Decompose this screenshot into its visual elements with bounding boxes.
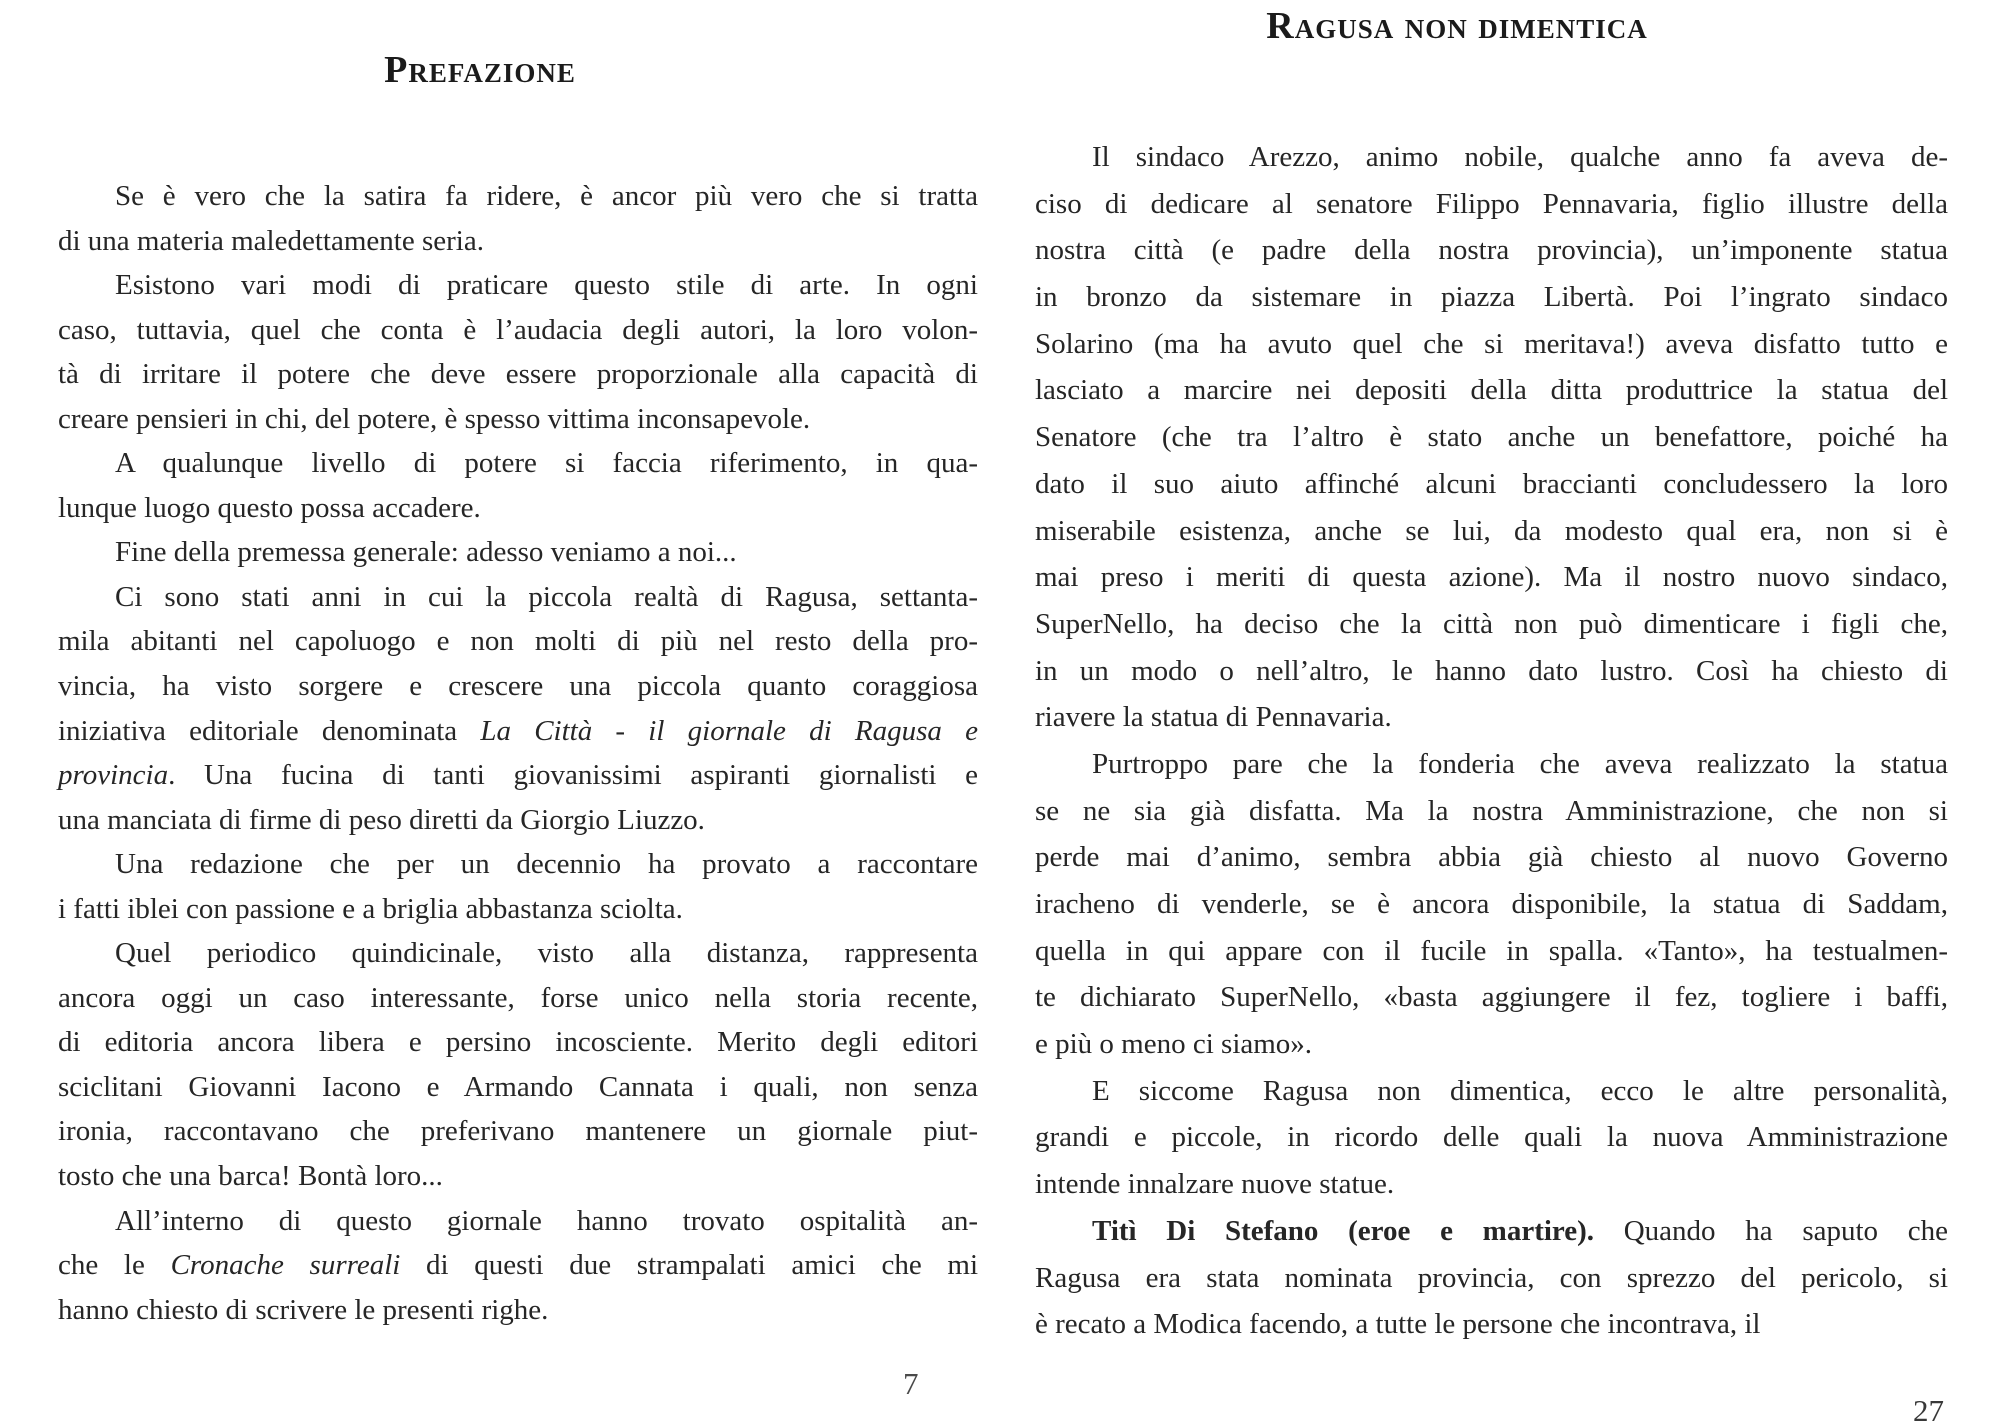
text-segment: mai preso i meriti di questa azione). Ma il nostro nuovo sindaco, [1035,561,1948,594]
right-page-body [1035,134,1948,1348]
text-line [58,575,978,620]
text-line [1035,554,1948,601]
text-segment: iracheno di venderle, se è ancora disponibile, la statua di Saddam, [1035,888,1948,920]
text-line [1035,788,1948,835]
italic-text: La Città - il giornale di Ragusa e [480,714,978,747]
text-line [58,1243,978,1288]
text-segment: Fine della premessa generale: adesso veniamo a noi... [115,536,737,569]
text-segment: ancora oggi un caso interessante, forse unico nella storia recente, [58,981,978,1014]
text-segment: Il sindaco Arezzo, animo nobile, qualche anno fa aveva de- [1092,141,1948,173]
text-segment: in bronzo da sistemare in piazza Libertà. Poi l’ingrato sindaco [1035,281,1948,314]
left-page [58,0,978,1425]
text-line [58,709,978,754]
left-page-title: Prefazione [384,49,576,91]
text-segment: ironia, raccontavano che preferivano mantenere un giornale piut- [58,1115,978,1148]
text-line [1035,274,1948,321]
text-segment: e più o meno ci siamo». [1035,1028,1313,1061]
text-line [58,664,978,709]
text-line [1035,1255,1948,1302]
text-line [58,530,978,575]
text-line [58,1154,978,1199]
bold-text: Titì Di Stefano (eroe e martire). [1092,1214,1595,1247]
text-segment: riavere la statua di Pennavaria. [1035,701,1392,734]
text-line [1035,321,1948,368]
text-line [58,842,978,887]
text-segment: lasciato a marcire nei depositi della ditta produttrice la statua del [1035,374,1948,407]
text-line [58,1199,978,1244]
text-line [1035,461,1948,508]
text-line [1035,181,1948,228]
text-line [1035,834,1948,881]
text-segment: di una materia maledettamente seria. [58,224,484,257]
text-segment: Solarino (ma ha avuto quel che si meritava!) aveva disfatto tutto e [1035,327,1948,360]
right-page [1035,0,1948,1425]
text-segment: quella in qui appare con il fucile in spalla. «Tanto», ha testualmen- [1035,934,1948,967]
text-segment: tosto che una barca! Bontà loro... [58,1160,443,1193]
text-segment: intende innalzare nuove statue. [1035,1168,1395,1201]
text-segment: mila abitanti nel capoluogo e non molti di più nel resto della pro- [58,625,978,658]
text-segment: se ne sia già disfatta. Ma la nostra Amministrazione, che non si [1035,794,1948,827]
text-segment: SuperNello, ha deciso che la città non può dimenticare i figli che, [1035,607,1948,640]
text-line [58,352,978,397]
text-line [58,976,978,1021]
text-segment: nostra città (e padre della nostra provincia), un’imponente statua [1035,234,1948,267]
text-segment: grandi e piccole, in ricordo delle quali la nuova Amministrazione [1035,1121,1948,1154]
text-line [58,1109,978,1154]
left-page-number: 7 [903,1366,919,1401]
text-segment: che le [58,1249,171,1282]
text-line [1035,1208,1948,1255]
text-line [58,1288,978,1333]
text-line [1035,974,1948,1021]
text-segment: vincia, ha visto sorgere e crescere una piccola quanto coraggiosa [58,670,978,703]
text-line [1035,1161,1948,1208]
text-segment: i fatti iblei con passione e a briglia abbastanza sciolta. [58,892,683,925]
text-segment: te dichiarato SuperNello, «basta aggiungere il fez, togliere i baffi, [1035,981,1948,1014]
text-segment: miserabile esistenza, anche se lui, da modesto qual era, non si è [1035,514,1948,547]
text-line [58,1065,978,1110]
text-line [1035,1301,1948,1348]
text-line [1035,227,1948,274]
text-segment: è recato a Modica facendo, a tutte le persone che incontrava, il [1035,1308,1761,1341]
text-segment: caso, tuttavia, quel che conta è l’audacia degli autori, la loro volon- [58,313,978,346]
text-line [58,441,978,486]
text-segment: Quando ha saputo che [1594,1214,1948,1247]
text-line [58,753,978,798]
text-line [1035,508,1948,555]
text-segment: Ci sono stati anni in cui la piccola realtà di Ragusa, settanta- [115,580,978,613]
text-segment: hanno chiesto di scrivere le presenti righe. [58,1293,549,1326]
text-segment: iniziativa editoriale denominata [58,714,481,747]
text-line [58,887,978,932]
text-line [58,219,978,264]
text-segment: tà di irritare il potere che deve essere proporzionale alla capacità di [58,358,978,391]
text-line [1035,414,1948,461]
text-line [58,619,978,664]
text-line [1035,367,1948,414]
text-line [58,798,978,843]
text-segment: ciso di dedicare al senatore Filippo Pennavaria, figlio illustre della [1035,187,1948,220]
text-line [1035,601,1948,648]
text-segment: Se è vero che la satira fa ridere, è ancor più vero che si tratta [115,180,978,212]
text-segment: Senatore (che tra l’altro è stato anche un benefattore, poiché ha [1035,421,1948,454]
text-line [1035,1068,1948,1115]
text-segment: . Una fucina di tanti giovanissimi aspiranti giornalisti e [168,759,978,792]
text-segment: perde mai d’animo, sembra abbia già chiesto al nuovo Governo [1035,841,1948,874]
text-segment: Quel periodico quindicinale, visto alla distanza, rappresenta [115,937,978,970]
text-segment: creare pensieri in chi, del potere, è spesso vittima inconsapevole. [58,402,811,435]
italic-text: Cronache surreali [170,1249,401,1282]
text-line [58,397,978,442]
text-segment: All’interno di questo giornale hanno trovato ospitalità an- [115,1204,978,1237]
text-segment: di questi due strampalati amici che mi [400,1249,978,1282]
text-segment: una manciata di firme di peso diretti da Giorgio Liuzzo. [58,803,705,836]
text-line [1035,694,1948,741]
text-line [1035,741,1948,788]
text-segment: lunque luogo questo possa accadere. [58,491,481,524]
text-line [1035,881,1948,928]
text-line [1035,648,1948,695]
text-segment: Purtroppo pare che la fonderia che aveva realizzato la statua [1092,747,1948,780]
text-line [1035,928,1948,975]
left-page-body [58,174,978,1332]
text-segment: A qualunque livello di potere si faccia riferimento, in qua- [115,447,978,480]
text-line [58,486,978,531]
text-line [58,174,978,219]
text-segment: di editoria ancora libera e persino incosciente. Merito degli editori [58,1026,978,1059]
italic-text: provincia [58,759,169,792]
text-segment: Ragusa era stata nominata provincia, con sprezzo del pericolo, si [1035,1261,1948,1294]
text-segment: Esistono vari modi di praticare questo stile di arte. In ogni [115,269,978,302]
text-segment: in un modo o nell’altro, le hanno dato lustro. Così ha chiesto di [1035,654,1948,687]
text-line [58,308,978,353]
text-line [58,1020,978,1065]
right-page-number: 27 [1913,1393,1944,1425]
text-segment: sciclitani Giovanni Iacono e Armando Cannata i quali, non senza [58,1070,978,1103]
text-line [1035,1114,1948,1161]
right-page-title: Ragusa non dimentica [1266,5,1648,47]
text-line [58,931,978,976]
text-line [58,263,978,308]
text-segment: Una redazione che per un decennio ha provato a raccontare [115,848,978,881]
text-segment: dato il suo aiuto affinché alcuni braccianti concludessero la loro [1035,467,1948,500]
text-line [1035,1021,1948,1068]
text-segment: E siccome Ragusa non dimentica, ecco le altre personalità, [1092,1074,1948,1107]
text-line [1035,134,1948,181]
